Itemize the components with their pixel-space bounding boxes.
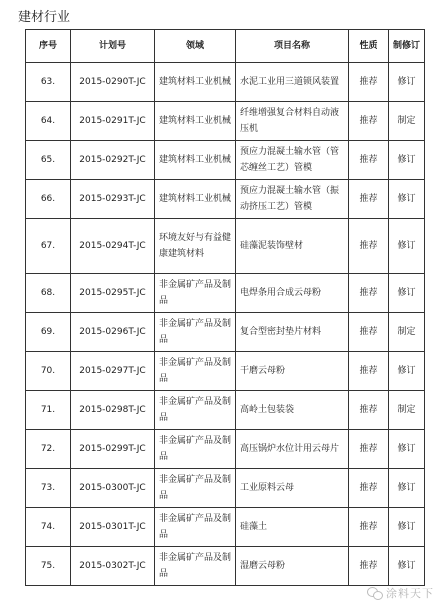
cell-project-name: 纤维增强复合材料自动液压机 [236,102,349,141]
cell-field: 环境友好与有益健康建筑材料 [155,219,236,274]
cell-field: 建筑材料工业机械 [155,102,236,141]
cell-code: 2015-0293T-JC [71,180,155,219]
table-row [26,313,425,352]
cell-no: 73. [26,469,71,508]
wechat-icon [367,587,383,599]
cell-project-name: 预应力混凝土输水管（管芯缠丝工艺）管模 [236,141,349,180]
cell-project-name: 高岭土包装袋 [236,391,349,430]
cell-code: 2015-0302T-JC [71,547,155,586]
cell-nature: 推荐 [349,180,389,219]
cell-field: 非金属矿产品及制品 [155,391,236,430]
table-row [26,141,425,180]
cell-project-name: 工业原料云母 [236,469,349,508]
cell-no: 65. [26,141,71,180]
cell-field: 非金属矿产品及制品 [155,313,236,352]
cell-nature: 推荐 [349,430,389,469]
cell-field: 非金属矿产品及制品 [155,547,236,586]
watermark-text: 涂料天下 [386,587,434,600]
cell-code: 2015-0300T-JC [71,469,155,508]
section-title: 建材行业 [18,10,71,25]
cell-revision-type: 制定 [389,391,425,430]
cell-revision-type: 修订 [389,141,425,180]
cell-nature: 推荐 [349,313,389,352]
cell-nature: 推荐 [349,274,389,313]
cell-revision-type: 制定 [389,313,425,352]
cell-revision-type: 修订 [389,352,425,391]
cell-no: 74. [26,508,71,547]
table-header-row [26,30,425,63]
cell-field: 非金属矿产品及制品 [155,469,236,508]
table-row [26,352,425,391]
cell-project-name: 硅藻泥装饰壁材 [236,219,349,274]
cell-code: 2015-0292T-JC [71,141,155,180]
table-row [26,102,425,141]
table-row [26,274,425,313]
cell-field: 非金属矿产品及制品 [155,352,236,391]
cell-no: 71. [26,391,71,430]
watermark [367,585,434,601]
cell-revision-type: 修订 [389,547,425,586]
cell-revision-type: 修订 [389,63,425,102]
header-no: 序号 [26,30,71,63]
cell-project-name: 预应力混凝土输水管（振动挤压工艺）管模 [236,180,349,219]
table-row [26,547,425,586]
header-type: 制修订 [389,30,425,63]
cell-nature: 推荐 [349,508,389,547]
cell-field: 非金属矿产品及制品 [155,274,236,313]
cell-project-name: 高压锅炉水位计用云母片 [236,430,349,469]
header-field: 领域 [155,30,236,63]
cell-nature: 推荐 [349,352,389,391]
cell-nature: 推荐 [349,141,389,180]
cell-code: 2015-0295T-JC [71,274,155,313]
cell-code: 2015-0294T-JC [71,219,155,274]
cell-revision-type: 修订 [389,180,425,219]
cell-nature: 推荐 [349,102,389,141]
cell-no: 66. [26,180,71,219]
cell-project-name: 电焊条用合成云母粉 [236,274,349,313]
cell-code: 2015-0290T-JC [71,63,155,102]
cell-project-name: 湿磨云母粉 [236,547,349,586]
cell-no: 67. [26,219,71,274]
header-nature: 性质 [349,30,389,63]
cell-code: 2015-0296T-JC [71,313,155,352]
cell-no: 75. [26,547,71,586]
cell-field: 建筑材料工业机械 [155,63,236,102]
cell-field: 非金属矿产品及制品 [155,430,236,469]
cell-revision-type: 修订 [389,469,425,508]
cell-revision-type: 修订 [389,274,425,313]
cell-no: 63. [26,63,71,102]
cell-no: 72. [26,430,71,469]
cell-code: 2015-0299T-JC [71,430,155,469]
cell-nature: 推荐 [349,63,389,102]
cell-code: 2015-0298T-JC [71,391,155,430]
table-row [26,508,425,547]
cell-nature: 推荐 [349,219,389,274]
cell-nature: 推荐 [349,391,389,430]
cell-field: 建筑材料工业机械 [155,180,236,219]
table-row [26,469,425,508]
cell-project-name: 硅藻土 [236,508,349,547]
cell-revision-type: 修订 [389,508,425,547]
table-row [26,391,425,430]
table-body [26,63,425,586]
cell-nature: 推荐 [349,547,389,586]
cell-code: 2015-0301T-JC [71,508,155,547]
cell-revision-type: 修订 [389,430,425,469]
cell-field: 建筑材料工业机械 [155,141,236,180]
cell-no: 70. [26,352,71,391]
cell-no: 64. [26,102,71,141]
cell-project-name: 水泥工业用三道锁风装置 [236,63,349,102]
cell-field: 非金属矿产品及制品 [155,508,236,547]
header-name: 项目名称 [236,30,349,63]
cell-revision-type: 修订 [389,219,425,274]
table-row [26,180,425,219]
cell-code: 2015-0291T-JC [71,102,155,141]
cell-no: 69. [26,313,71,352]
cell-nature: 推荐 [349,469,389,508]
cell-project-name: 复合型密封垫片材料 [236,313,349,352]
header-code: 计划号 [71,30,155,63]
standards-plan-table [25,29,425,586]
cell-revision-type: 制定 [389,102,425,141]
table-row [26,219,425,274]
table-row [26,430,425,469]
table-row [26,63,425,102]
cell-no: 68. [26,274,71,313]
cell-code: 2015-0297T-JC [71,352,155,391]
cell-project-name: 干磨云母粉 [236,352,349,391]
